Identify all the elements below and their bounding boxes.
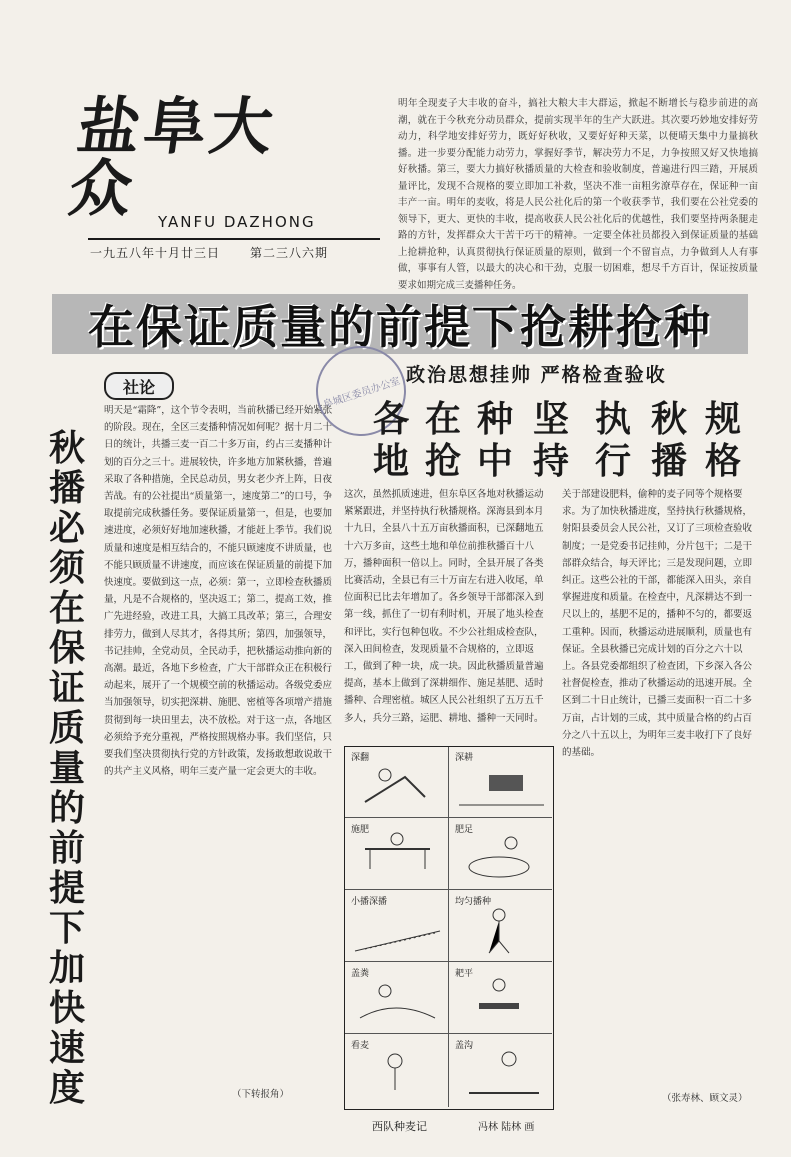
illus-label-5: 小播深播	[351, 897, 388, 907]
main-headline-text: 在保证质量的前提下抢耕抢种	[88, 300, 712, 354]
illus-panel-6	[449, 891, 552, 962]
issue-date: 一九五八年十月廿三日	[90, 246, 221, 260]
feature-headline-5: 执行	[594, 398, 631, 482]
editorial-sign-off: （下转报角）	[232, 1089, 290, 1100]
editorial-tag: 社论	[104, 372, 174, 400]
illus-panel-8	[449, 963, 552, 1034]
feature-column-2: 关于部建设肥料，偷种的麦子同等个规格要求。为了加快秋播进度，坚持执行秋播规格，射阳县委员会人民公社，又订了三项检查验收制度；一是党委书记挂帅，分片包干；二是干部群众结合，每天评比；三是发现问题，立即纠正。这些公社的干部，都能深入田头，亲自掌握进度和质量。在检查中，凡深耕达不到一尺以上的，基肥不足的，播种不匀的，都要返工重种。因而，秋播运动进展顺利，质量也有保证。全县秋播已完成计划的百分之六十以上。各县党委都组织了检查团，下乡深入各公社督促检查，推动了秋播运动的迅速开展。全区到二十日止统计，已播三麦面积一百二十多万亩，占计划的三成，其中质量合格的约占百分之八十五以上，为明年三麦丰收打下了良好的基础。	[562, 489, 753, 759]
issue-number: 第二三八六期	[250, 246, 329, 260]
feature-subheadline: 政治思想挂帅 严格检查验收	[406, 364, 667, 386]
covering-icon	[345, 963, 448, 1034]
feature-headline-6: 秋播	[650, 398, 687, 482]
illus-panel-4	[449, 819, 552, 890]
illus-label-10: 盖沟	[455, 1041, 474, 1051]
harrow-icon	[449, 963, 552, 1034]
feature-headline-3: 种中	[476, 398, 513, 482]
illus-label-4: 肥足	[455, 825, 474, 835]
farming-illustration	[344, 746, 554, 1110]
ox-plough-icon	[449, 747, 552, 818]
masthead-pinyin: YANFU DAZHONG	[158, 213, 316, 231]
illus-panel-1	[345, 747, 448, 818]
fertilizer-icon	[449, 819, 552, 890]
illus-panel-9	[345, 1035, 448, 1106]
plough-icon	[345, 747, 448, 818]
illus-label-3: 施肥	[351, 825, 370, 835]
illus-label-9: 看麦	[351, 1041, 370, 1051]
office-stamp: 阜城区委员办公室	[304, 334, 417, 447]
feature-headline-4: 坚持	[532, 398, 569, 482]
sowing-icon	[345, 891, 448, 962]
feature-headline-1: 各地	[372, 398, 409, 482]
main-headline	[52, 294, 748, 354]
top-article: 明年全现麦子大丰收的奋斗，搞社大粮大丰大群运，掀起不断增长与稳步前进的高潮，就在于今秋充分动员群众，提前实现半年的生产大跃进。其次要巧妙地安排好劳动力，科学地安排好劳力，既好好秋收，又要好好种天菜，以便晴天集中力量搞秋播。进一步要分配能力动劳力，掌握好季节，解决劳力不足，力争按照又好又快地搞好秋播。第三，要大力搞好秋播质量的大检查和验收制度，普遍进行四三踏，开展质量评比，发现不合规格的要立即加工补救，坚决不准一亩粗劣潦草存在，保证种一亩丰产一亩。明年的麦收，将是人民公社化后的第一个收获季节，我们要在公社党委的领导下，更大、更快的丰收，提高收获人民公社化后的优越性，我们要坚持两条腿走路的方针，发挥群众大干苦干巧干的精神。一定要全体社员都投入到保证质量的基础上抢耕抢种，认真贯彻执行保证质量的原则，做到一个不留盲点，力争做到人人有事做，事事有人管，以最大的决心和干劲，克服一切困难，想尽千方百计，保证按质量要求如期完成三麦播种任务。	[398, 98, 758, 291]
inspecting-icon	[345, 1035, 448, 1106]
feature-column-1: 这次，虽然抓质速进，但东阜区各地对秋播运动紧紧跟进，并坚持执行秋播规格。深海县到本月十九日，全县八十五万亩秋播面积，已深翻地五十六万多亩，这些土地和单位前推秋播百十八万，播种面积一倍以上。同时，全县开展了各类比赛活动，全县已有三十万亩左右进入收尾，单位面积已比去年增加了。各乡领导干部都深入到第一线，抓住了一切有利时机，开展了地头检查和评比，实行包种包收。不少公社组成检查队，深入田间检查，发现质量不合规格的，立即返工，做到了种一块，成一块。因此秋播质量普遍提高，基本上做到了深耕细作、施足基肥、适时播种、合理密植。城区人民公社组织了五万五千多人，兵分三路，运肥、耕地、播种一天同时。	[344, 489, 544, 724]
illus-label-8: 耙平	[455, 969, 474, 979]
seeding-icon	[449, 891, 552, 962]
illustration-credit: 冯林 陆林 画	[478, 1122, 535, 1133]
illus-label-2: 深耕	[455, 753, 474, 763]
feature-byline: （张寿林、顾文灵）	[662, 1093, 748, 1104]
editorial-body: 明天是“霜降”，这个节令表明，当前秋播已经开始紧张的阶段。现在，全区三麦播种情况如何呢？据十月二十日的统计，共播三麦一百二十多万亩，约占三麦播种计划的百分之三十。进展较快，许多地方加紧秋播，普遍采取了各种措施，全民总动员，男女老少齐上阵，日夜苦战。有的公社提出“质量第一，速度第二”的口号，争取提前完成秋播任务。要保证质量第一，但是，也要加速进度，必须好好地加速秋播，才能赶上季节。我们说质量和速度是相互结合的，不能只顾速度不讲质量，也不能只顾质量不讲速度，而应该在保证质量的前提下加快速度。要做到这一点，必须：第一，立即检查秋播质量，凡是不合规格的，坚决返工；第二，提高工效，推广先进经验，改进工具，大搞工具改革；第三，合理安排劳力，做到人尽其才，各得其所；第四，加强领导，书记挂帅，全党动员，全民动手，把秋播运动推向新的高潮。最近，各地下乡检查，广大干部群众正在积极行动起来，展开了一个规模空前的秋播运动。各级党委应当加强领导，切实把深耕、施肥、密植等各项增产措施贯彻到每一块田里去，决不放松。对于这一点，各地区必须给予充分重视，严格按照规格办事。我们坚信，只要我们坚决贯彻执行党的方针政策，发扬敢想敢说敢干的共产主义风格，明年三麦产量一定会更大的丰收。	[104, 405, 333, 778]
feature-headline-2: 在抢	[424, 398, 461, 482]
illus-panel-5	[345, 891, 448, 962]
illus-panel-2	[449, 747, 552, 818]
illus-label-7: 盖粪	[351, 969, 370, 979]
feature-headline-7: 规格	[704, 398, 741, 482]
illus-panel-3	[345, 819, 448, 890]
illus-label-1: 深翻	[351, 753, 370, 763]
illus-panel-10	[449, 1035, 552, 1106]
masthead-divider	[88, 238, 380, 240]
illus-divider	[448, 747, 449, 1107]
illustration-caption: 西队种麦记	[372, 1120, 427, 1133]
masthead-title: 盐阜大众	[64, 90, 282, 225]
editorial-side-headline: 秋播必须在保证质量的前提下加快速度	[48, 427, 85, 1109]
carrying-pole-icon	[345, 819, 448, 890]
ditch-icon	[449, 1035, 552, 1106]
illus-panel-7	[345, 963, 448, 1034]
illus-label-6: 均匀播种	[455, 897, 492, 907]
